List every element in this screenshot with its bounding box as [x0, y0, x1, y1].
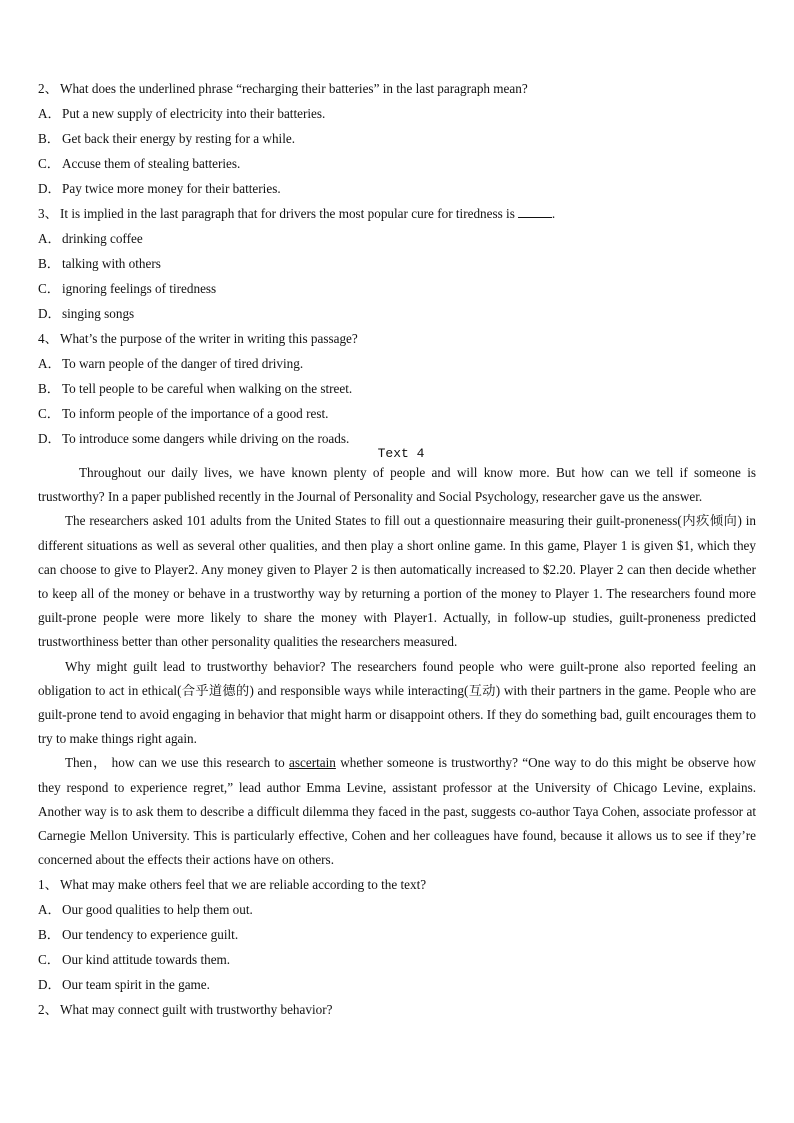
- question-text: What’s the purpose of the writer in writing this passage?: [60, 331, 358, 346]
- question-number: 3、: [38, 206, 58, 221]
- option-letter: A．: [38, 106, 61, 121]
- option: [38, 176, 756, 201]
- question-stem: [38, 201, 756, 226]
- option-text: ignoring feelings of tiredness: [62, 281, 217, 296]
- question-stem: [38, 997, 756, 1022]
- option-text: drinking coffee: [62, 231, 143, 246]
- option: [38, 126, 756, 151]
- question-block: [38, 997, 756, 1022]
- option-letter: D．: [38, 431, 61, 446]
- question-number: 2、: [38, 81, 58, 96]
- option-letter: A．: [38, 356, 61, 371]
- question-block: [38, 76, 756, 201]
- passage-paragraph: Why might guilt lead to trustworthy behavior? The researchers found people who were guilt-prone also reported feeling an obligation to act in ethical(合乎道德的) and responsible ways while interacting(互动) with their partners in the game. People who are guilt-prone tend to avoid engaging in behavior that might harm or disappoint others. If they do something bad, guilt encourages them to try to make things right again.: [38, 658, 756, 747]
- option-text: To introduce some dangers while driving on the roads.: [62, 431, 350, 446]
- option: [38, 376, 756, 401]
- passage-paragraph: The researchers asked 101 adults from the United States to fill out a questionnaire measuring their guilt-proneness(内疚倾向) in different situations as well as several other qualities, and then play a short online game. In this game, Player 1 is given $1, which they can choose to give to Player2. Any money given to Player 2 is then automatically increased to $2.20. Player 2 can then decide whether to keep all of the money or behave in a trustworthy way by returning a portion of the money to Player 1. The researchers found more guilt-prone people were more likely to share the money with Player1. Actually, in follow-up studies, guilt-proneness predicted trustworthiness better than other personality qualities the researchers measured.: [38, 513, 756, 650]
- option-letter: A．: [38, 902, 61, 918]
- question-text-end: .: [551, 206, 556, 221]
- question-text: What does the underlined phrase “recharging their batteries” in the last paragraph mean?: [60, 81, 528, 96]
- question-block: [38, 326, 756, 451]
- option: [38, 897, 756, 922]
- option: [38, 151, 756, 176]
- option-letter: D．: [38, 181, 61, 196]
- passage-heading: Text 4: [377, 446, 425, 461]
- option-letter: C．: [38, 406, 60, 421]
- option-text: Our team spirit in the game.: [62, 977, 210, 993]
- option: [38, 251, 756, 276]
- option-text: Our good qualities to help them out.: [62, 902, 253, 918]
- question-stem: [38, 326, 756, 351]
- question-block: [38, 201, 756, 326]
- option: [38, 972, 756, 997]
- paragraph-text: whether someone is trustworthy? “One way to do this might be observe how they respond to experience regret,” lead author Emma Levine, assistant professor at the University of Chicago Levine, explains. Another way is to ask them to describe a difficult dilemma they faced in the past, suggests co-author Taya Cohen, associate professor at Carnegie Mellon University. This is particularly effective, Cohen and her colleagues have found, because it allows us to see if they’re concerned about the effects their actions have on others.: [38, 755, 757, 868]
- option-text: To tell people to be careful when walking on the street.: [62, 381, 353, 396]
- question-stem: [38, 872, 756, 897]
- option-letter: D．: [38, 977, 61, 993]
- option: [38, 947, 756, 972]
- option-letter: B．: [38, 131, 60, 146]
- option-text: To warn people of the danger of tired driving.: [62, 356, 304, 371]
- passage: [38, 461, 756, 872]
- underlined-word: ascertain: [289, 755, 336, 771]
- option: [38, 101, 756, 126]
- document-page: [38, 76, 756, 1022]
- answer-blank: [518, 205, 552, 218]
- option-letter: B．: [38, 256, 60, 271]
- option-text: Put a new supply of electricity into their batteries.: [62, 106, 326, 121]
- option: [38, 401, 756, 426]
- option: [38, 922, 756, 947]
- option-letter: A．: [38, 231, 61, 246]
- option-text: Get back their energy by resting for a while.: [62, 131, 296, 146]
- option: [38, 276, 756, 301]
- option-text: Our tendency to experience guilt.: [62, 927, 239, 943]
- question-stem: [38, 76, 756, 101]
- option-text: Accuse them of stealing batteries.: [62, 156, 241, 171]
- question-text: It is implied in the last paragraph that for drivers the most popular cure for tiredness is: [60, 206, 515, 221]
- option-letter: C．: [38, 281, 60, 296]
- option-letter: C．: [38, 952, 60, 968]
- option: [38, 351, 756, 376]
- paragraph-text: Then， how can we use this research to: [65, 755, 290, 771]
- option: [38, 301, 756, 326]
- passage-paragraph: Throughout our daily lives, we have known plenty of people and will know more. But how can we tell if someone is trustworthy? In a paper published recently in the Journal of Personality and Social Psychology, researcher gave us the answer.: [38, 465, 756, 505]
- question-text: What may make others feel that we are reliable according to the text?: [60, 877, 427, 893]
- question-number: 2、: [38, 1002, 58, 1018]
- option-letter: B．: [38, 381, 60, 396]
- question-block: [38, 872, 756, 997]
- question-number: 1、: [38, 877, 58, 893]
- option-letter: D．: [38, 306, 61, 321]
- question-number: 4、: [38, 331, 58, 346]
- option-text: To inform people of the importance of a good rest.: [62, 406, 329, 421]
- option-letter: B．: [38, 927, 60, 943]
- option-text: singing songs: [62, 306, 135, 321]
- option-text: talking with others: [62, 256, 161, 271]
- passage-paragraph: [38, 751, 756, 872]
- option-text: Pay twice more money for their batteries.: [62, 181, 281, 196]
- option-letter: C．: [38, 156, 60, 171]
- option-text: Our kind attitude towards them.: [62, 952, 231, 968]
- option: [38, 226, 756, 251]
- question-text: What may connect guilt with trustworthy behavior?: [60, 1002, 333, 1018]
